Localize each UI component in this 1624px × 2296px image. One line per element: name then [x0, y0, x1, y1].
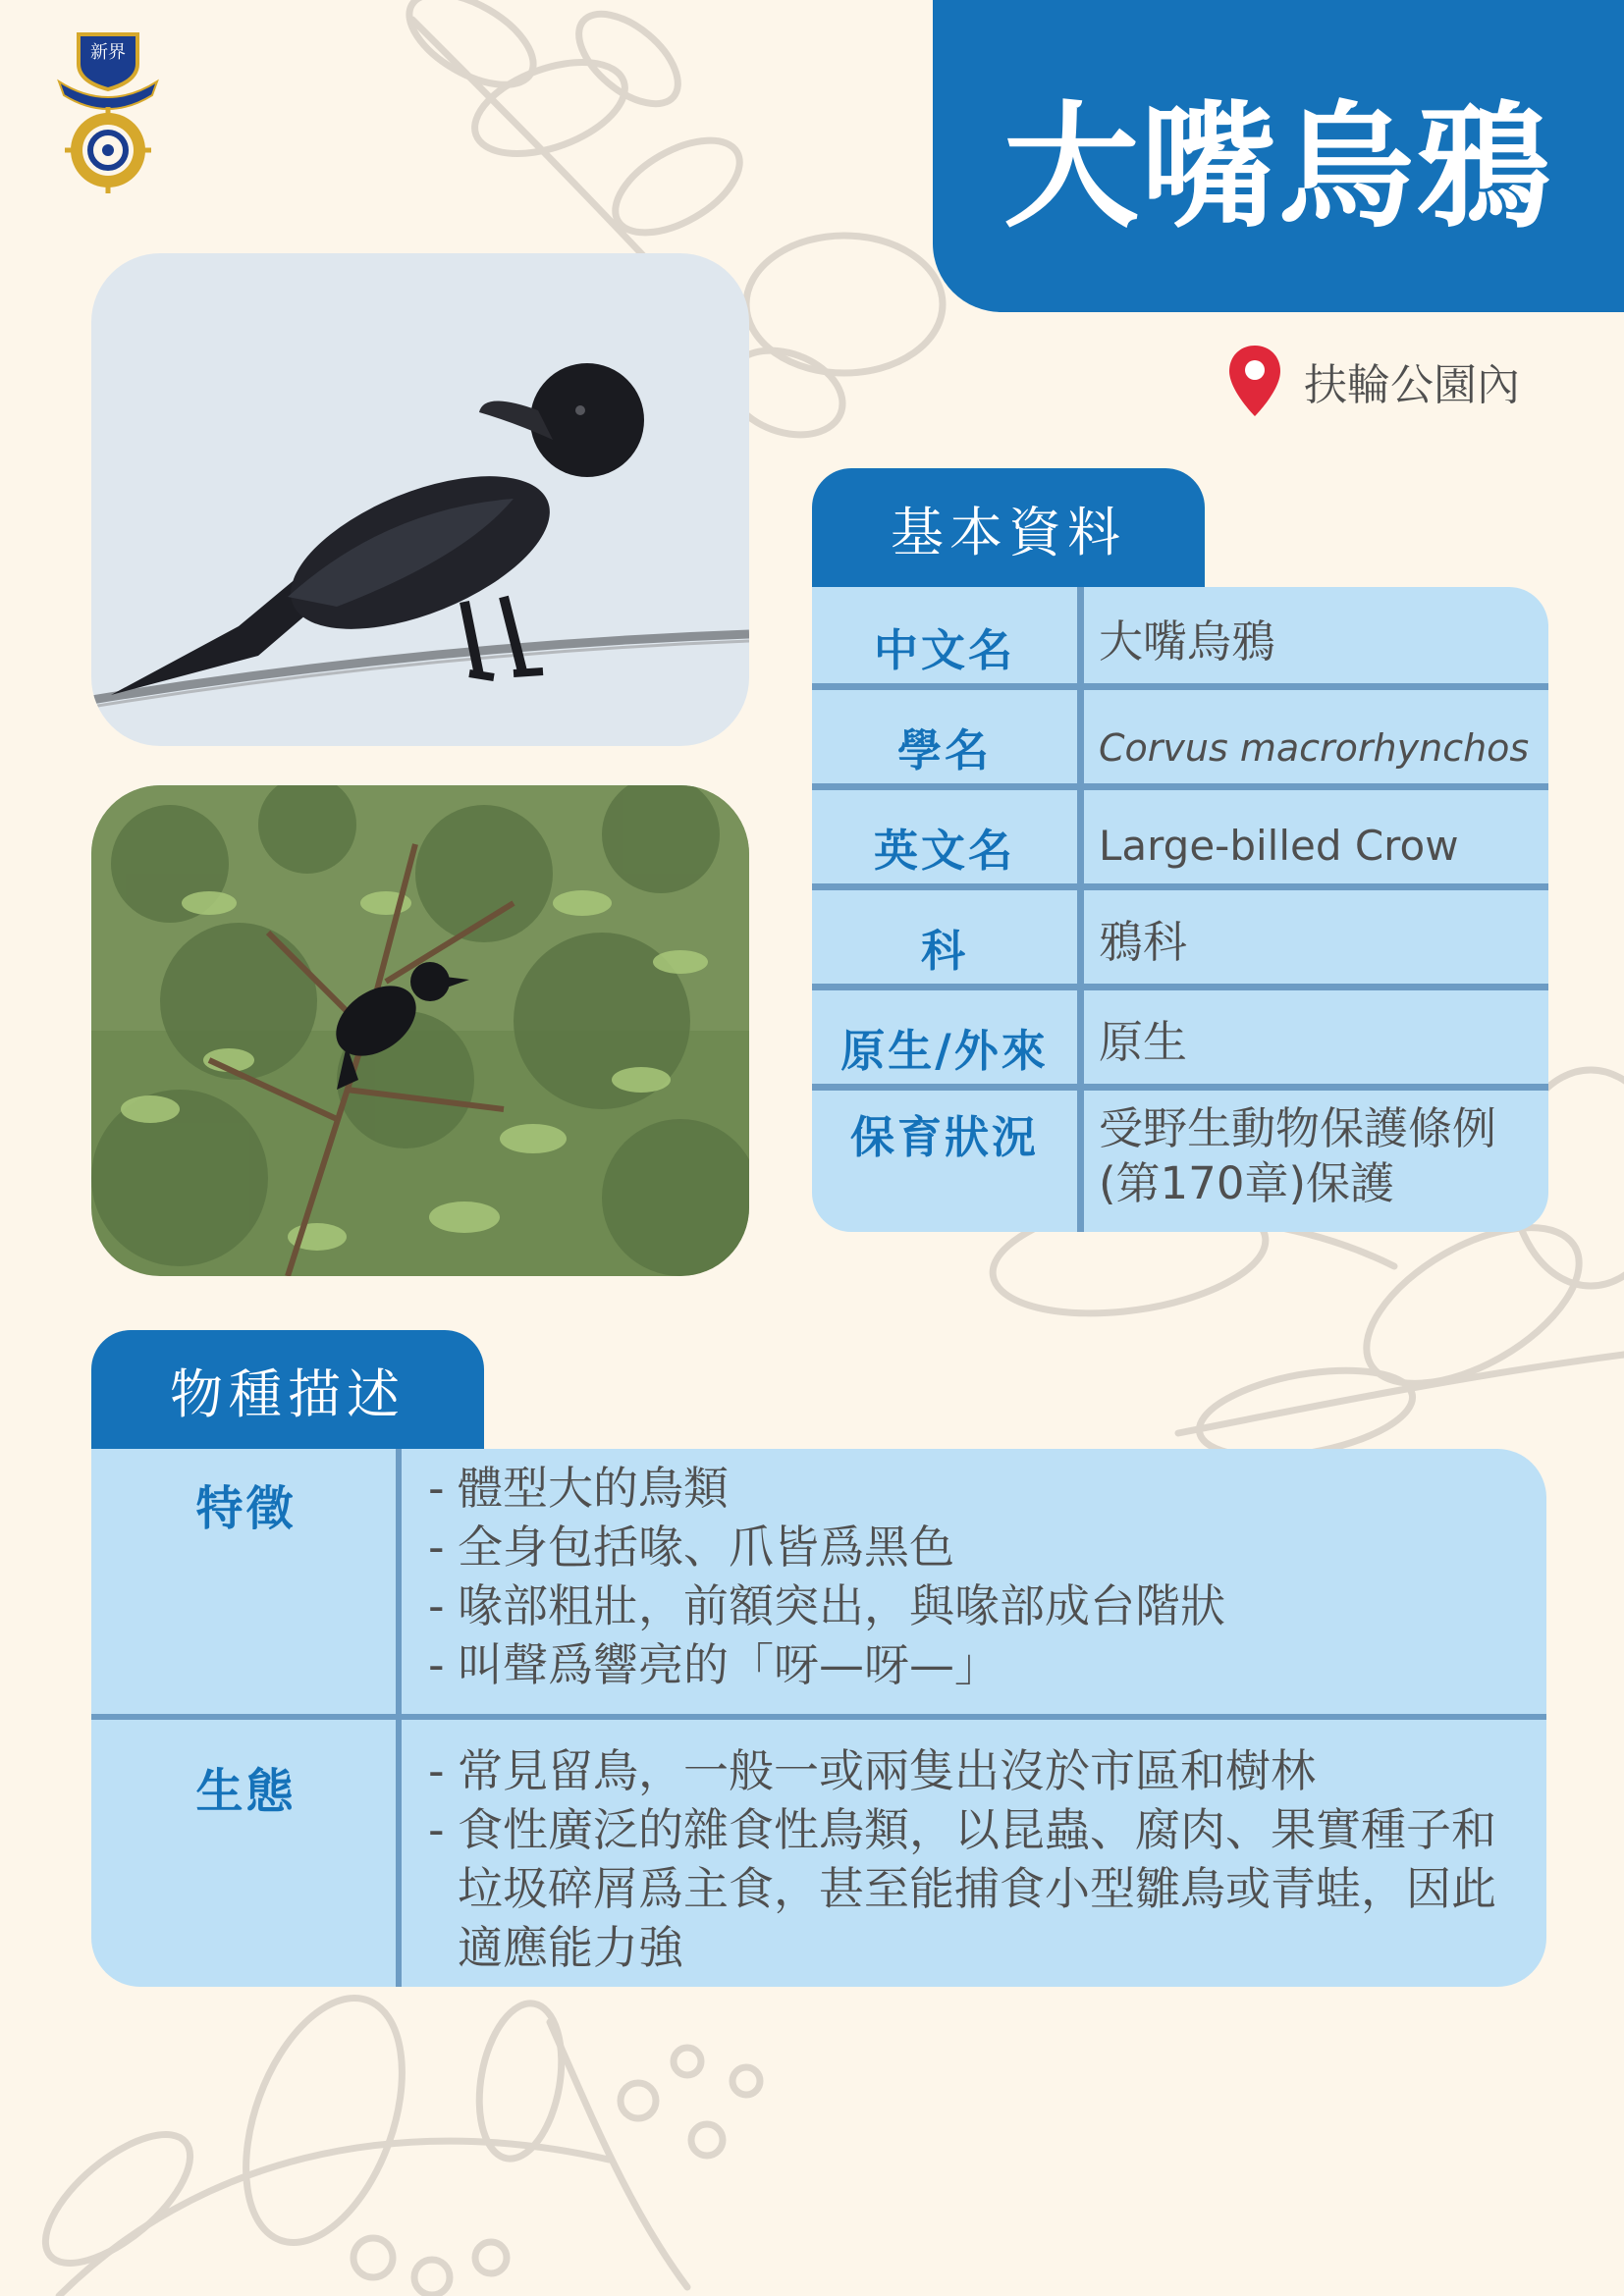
crow-in-tree-photo: [91, 785, 749, 1276]
info-value: Corvus macrorhynchos: [1099, 726, 1530, 770]
row-divider: [91, 1714, 1546, 1720]
rotary-logo: [54, 25, 162, 196]
info-value: 鴉科: [1099, 916, 1188, 968]
list-item: - 全身包括喙、爪皆爲黑色: [428, 1521, 954, 1574]
title-banner: [933, 0, 1624, 312]
info-row-scientific-name: [812, 687, 1548, 785]
features-list: [428, 1459, 1546, 1694]
info-label: 學名: [896, 724, 992, 776]
info-value: 原生: [1099, 1016, 1188, 1068]
description-table: [91, 1449, 1546, 1987]
info-row-english-name: [812, 787, 1548, 885]
description-tab: [91, 1330, 484, 1451]
info-label: 原生/外來: [840, 1025, 1049, 1077]
info-label: 英文名: [873, 825, 1015, 877]
info-value: [1077, 1088, 1548, 1232]
crow-on-wire-photo: [91, 253, 749, 746]
info-value: Large-billed Crow: [1099, 822, 1459, 870]
description-heading: 物種描述: [170, 1363, 406, 1425]
list-item: - 叫聲爲響亮的「呀—呀—」: [428, 1638, 1000, 1691]
info-label: 保育狀況: [849, 1111, 1039, 1163]
location-pin-icon: [1227, 344, 1282, 418]
info-row-conservation: [812, 1088, 1548, 1232]
info-label: 中文名: [873, 624, 1015, 676]
list-item: - 喙部粗壯，前額突出，與喙部成台階狀: [428, 1579, 1225, 1632]
features-label: 特徵: [195, 1481, 297, 1536]
info-row-chinese-name: [812, 587, 1548, 685]
list-item: - 體型大的鳥類: [428, 1462, 729, 1515]
conservation-line-2: (第170章)保護: [1099, 1157, 1395, 1209]
conservation-line-1: 受野生動物保護條例: [1099, 1102, 1497, 1154]
basic-info-heading: 基本資料: [891, 501, 1126, 563]
info-row-native-status: [812, 988, 1548, 1086]
rotary-new-territories-crest-icon: [54, 25, 162, 196]
list-item: - 常見留鳥，一般一或兩隻出沒於市區和樹林: [428, 1744, 1316, 1797]
location-text: 扶輪公園內: [1304, 360, 1520, 410]
basic-info-tab: [812, 468, 1205, 588]
ecology-list: [428, 1741, 1546, 1977]
page-title: 大嘴烏鴉: [1002, 88, 1553, 246]
ecology-label: 生態: [195, 1764, 297, 1819]
info-row-family: [812, 887, 1548, 986]
list-item: - 食性廣泛的雜食性鳥類，以昆蟲、腐肉、果實種子和垃圾碎屑爲主食，甚至能捕食小型雛鳥或青蛙，因此適應能力強: [428, 1803, 1496, 1974]
logo-text: 新界: [90, 42, 126, 63]
basic-info-table: [812, 587, 1548, 1232]
info-label: 科: [920, 925, 968, 977]
location: [1227, 344, 1520, 418]
info-value: 大嘴烏鴉: [1099, 615, 1276, 667]
